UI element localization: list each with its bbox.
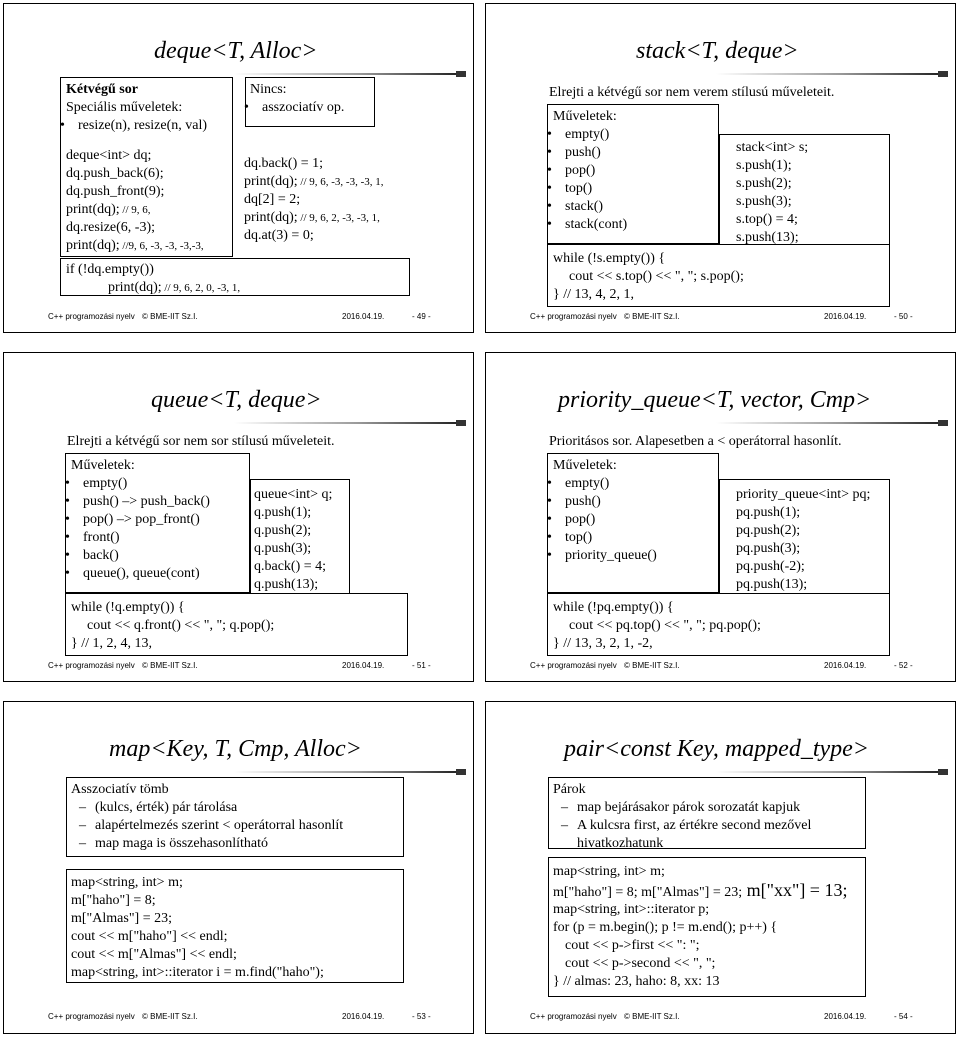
code-line: dq.push_back(6); bbox=[66, 166, 164, 181]
list-item: • pop() –> pop_front() bbox=[57, 511, 210, 529]
pairs-text bbox=[553, 781, 837, 853]
list-item: • stack() bbox=[539, 198, 627, 216]
list-item: • pop() bbox=[539, 162, 627, 180]
list-item: • push() –> push_back() bbox=[57, 493, 210, 511]
box-heading: Műveletek: bbox=[553, 109, 617, 124]
intro-text: Prioritásos sor. Alapesetben a < operátorral hasonlít. bbox=[549, 434, 842, 449]
list-item: – map bejárásakor párok sorozatát kapjuk bbox=[551, 799, 837, 817]
footer-date: 2016.04.19. bbox=[342, 312, 385, 321]
slide-title: queue<T, deque> bbox=[151, 387, 322, 413]
list-item: – map maga is összehasonlítható bbox=[69, 835, 343, 853]
code-line: cout << q.front() << ", "; q.pop(); bbox=[87, 618, 275, 633]
code-line: dq.at(3) = 0; bbox=[244, 228, 314, 243]
code-line: print(dq); // 9, 6, -3, -3, -3, 1, bbox=[244, 174, 384, 189]
list-item: • empty() bbox=[57, 475, 210, 493]
operations-list bbox=[57, 475, 210, 583]
nincs-text bbox=[250, 81, 344, 117]
code-line: cout << p->first << ": "; bbox=[565, 938, 700, 953]
slide-51 bbox=[3, 352, 474, 682]
code-line: } // 13, 4, 2, 1, bbox=[553, 287, 634, 302]
box-heading: Asszociatív tömb bbox=[71, 782, 169, 797]
footer-date: 2016.04.19. bbox=[824, 312, 867, 321]
code-line: s.push(3); bbox=[736, 194, 792, 209]
code-line: while (!s.empty()) { bbox=[553, 251, 666, 266]
code-line: dq[2] = 2; bbox=[244, 192, 301, 207]
pair-code bbox=[553, 863, 847, 991]
title-rule bbox=[716, 422, 941, 424]
list-item: • front() bbox=[57, 529, 210, 547]
footer-author: © BME-IIT Sz.I. bbox=[142, 1012, 198, 1021]
loop-code bbox=[553, 599, 761, 653]
footer-course: C++ programozási nyelv bbox=[530, 312, 617, 321]
footer-date: 2016.04.19. bbox=[824, 1012, 867, 1021]
code-line: deque<int> dq; bbox=[66, 148, 152, 163]
code-line: while (!pq.empty()) { bbox=[553, 600, 674, 615]
code-line: dq.back() = 1; bbox=[244, 156, 324, 171]
code-line: } // 13, 3, 2, 1, -2, bbox=[553, 636, 653, 651]
code-line: priority_queue<int> pq; bbox=[736, 487, 871, 502]
title-rule bbox=[234, 771, 459, 773]
code-line: map<string, int>::iterator i = m.find("haho"); bbox=[71, 965, 324, 980]
list-item: • top() bbox=[539, 180, 627, 198]
list-item: – alapértelmezés szerint < operátorral hasonlít bbox=[69, 817, 343, 835]
code-line: } // almas: 23, haho: 8, xx: 13 bbox=[553, 974, 720, 989]
slide-54 bbox=[485, 701, 956, 1034]
associative-array-text bbox=[71, 781, 343, 853]
footer-date: 2016.04.19. bbox=[342, 1012, 385, 1021]
code-line: q.push(1); bbox=[254, 505, 312, 520]
footer-course: C++ programozási nyelv bbox=[530, 661, 617, 670]
code-line: while (!q.empty()) { bbox=[71, 600, 185, 615]
properties-list bbox=[69, 799, 343, 853]
footer-page: - 50 - bbox=[894, 312, 913, 321]
slide-title: stack<T, deque> bbox=[636, 38, 799, 64]
code-line: print(dq); // 9, 6, 2, 0, -3, 1, bbox=[108, 280, 241, 295]
code-line: pq.push(-2); bbox=[736, 559, 805, 574]
footer-page: - 51 - bbox=[412, 661, 431, 670]
loop-code bbox=[553, 250, 744, 304]
list-item: • empty() bbox=[539, 475, 657, 493]
code-line: q.push(2); bbox=[254, 523, 312, 538]
footer-page: - 53 - bbox=[412, 1012, 431, 1021]
example-code bbox=[254, 486, 332, 594]
code-line: map<string, int>::iterator p; bbox=[553, 902, 710, 917]
special-ops-list bbox=[52, 117, 207, 135]
code-line: if (!dq.empty()) bbox=[66, 262, 154, 277]
list-item: • resize(n), resize(n, val) bbox=[52, 117, 207, 135]
list-item: • push() bbox=[539, 493, 657, 511]
missing-ops-list bbox=[236, 99, 344, 117]
slide-53 bbox=[3, 701, 474, 1034]
footer-page: - 52 - bbox=[894, 661, 913, 670]
operations-text bbox=[553, 108, 627, 234]
footer-course: C++ programozási nyelv bbox=[530, 1012, 617, 1021]
code-line: cout << m["Almas"] << endl; bbox=[71, 947, 237, 962]
footer-author: © BME-IIT Sz.I. bbox=[142, 312, 198, 321]
list-item: • stack(cont) bbox=[539, 216, 627, 234]
box-subheading: Speciális műveletek: bbox=[66, 100, 183, 115]
code-line: s.top() = 4; bbox=[736, 212, 798, 227]
operations-list bbox=[539, 475, 657, 565]
code-line: m["haho"] = 8; bbox=[71, 893, 156, 908]
list-item: • asszociatív op. bbox=[236, 99, 344, 117]
box-heading: Párok bbox=[553, 782, 586, 797]
code-line: cout << m["haho"] << endl; bbox=[71, 929, 228, 944]
code-line: pq.push(13); bbox=[736, 577, 808, 592]
code-line: map<string, int> m; bbox=[71, 875, 183, 890]
list-item: • back() bbox=[57, 547, 210, 565]
box-heading: Műveletek: bbox=[71, 458, 135, 473]
footer-author: © BME-IIT Sz.I. bbox=[624, 312, 680, 321]
code-line: q.push(13); bbox=[254, 577, 319, 592]
code-line: s.push(2); bbox=[736, 176, 792, 191]
list-item: • empty() bbox=[539, 126, 627, 144]
title-rule-end bbox=[938, 71, 948, 77]
list-item: – A kulcsra first, az értékre second mezővel hivatkozhatunk bbox=[551, 817, 837, 853]
title-rule-end bbox=[938, 769, 948, 775]
code-line: m["haho"] = 8; m["Almas"] = 23; m["xx"] = 13; bbox=[553, 880, 848, 900]
loop-code bbox=[71, 599, 274, 653]
code-line: s.push(13); bbox=[736, 230, 799, 245]
slide-50 bbox=[485, 3, 956, 333]
footer-course: C++ programozási nyelv bbox=[48, 1012, 135, 1021]
code-line: dq.push_front(9); bbox=[66, 184, 165, 199]
footer-date: 2016.04.19. bbox=[342, 661, 385, 670]
footer-page: - 54 - bbox=[894, 1012, 913, 1021]
list-item: • priority_queue() bbox=[539, 547, 657, 565]
footer-course: C++ programozási nyelv bbox=[48, 661, 135, 670]
code-line: map<string, int> m; bbox=[553, 864, 665, 879]
title-rule-end bbox=[938, 420, 948, 426]
footer-date: 2016.04.19. bbox=[824, 661, 867, 670]
slide-title: deque<T, Alloc> bbox=[154, 38, 318, 64]
intro-text: Elrejti a kétvégű sor nem verem stílusú műveleteit. bbox=[549, 85, 835, 100]
code-line: print(dq); //9, 6, -3, -3, -3,-3, bbox=[66, 238, 204, 253]
title-rule bbox=[234, 73, 459, 75]
list-item: • top() bbox=[539, 529, 657, 547]
box-heading: Kétvégű sor bbox=[66, 82, 138, 97]
title-rule bbox=[234, 422, 459, 424]
footer-author: © BME-IIT Sz.I. bbox=[142, 661, 198, 670]
code-line: cout << p->second << ", "; bbox=[565, 956, 716, 971]
list-item: • push() bbox=[539, 144, 627, 162]
title-rule-end bbox=[456, 769, 466, 775]
box-heading: Műveletek: bbox=[553, 458, 617, 473]
title-rule-end bbox=[456, 420, 466, 426]
slide-49 bbox=[3, 3, 474, 333]
code-line: m["Almas"] = 23; bbox=[71, 911, 172, 926]
code-line: cout << pq.top() << ", "; pq.pop(); bbox=[569, 618, 761, 633]
list-item: • queue(), queue(cont) bbox=[57, 565, 210, 583]
operations-list bbox=[539, 126, 627, 234]
code-line: pq.push(1); bbox=[736, 505, 801, 520]
code-line: print(dq); // 9, 6, bbox=[66, 202, 151, 217]
footer-author: © BME-IIT Sz.I. bbox=[624, 661, 680, 670]
title-rule bbox=[716, 73, 941, 75]
footer-course: C++ programozási nyelv bbox=[48, 312, 135, 321]
operations-text bbox=[553, 457, 657, 565]
example-code bbox=[736, 139, 808, 247]
title-rule bbox=[716, 771, 941, 773]
list-item: – (kulcs, érték) pár tárolása bbox=[69, 799, 343, 817]
deque-info-text bbox=[66, 81, 207, 255]
intro-text: Elrejti a kétvégű sor nem sor stílusú műveleteit. bbox=[67, 434, 335, 449]
footer-page: - 49 - bbox=[412, 312, 431, 321]
code-line: pq.push(2); bbox=[736, 523, 801, 538]
code-block-2 bbox=[244, 155, 384, 245]
footer-author: © BME-IIT Sz.I. bbox=[624, 1012, 680, 1021]
code-line: } // 1, 2, 4, 13, bbox=[71, 636, 152, 651]
code-line: print(dq); // 9, 6, 2, -3, -3, 1, bbox=[244, 210, 380, 225]
slide-title: map<Key, T, Cmp, Alloc> bbox=[109, 736, 362, 762]
code-line: q.push(3); bbox=[254, 541, 312, 556]
slide-title: priority_queue<T, vector, Cmp> bbox=[558, 387, 872, 413]
code-line: s.push(1); bbox=[736, 158, 792, 173]
map-code bbox=[71, 874, 324, 982]
code-line: pq.push(3); bbox=[736, 541, 801, 556]
empty-check-code bbox=[66, 261, 240, 297]
operations-text bbox=[71, 457, 210, 583]
code-line: for (p = m.begin(); p != m.end(); p++) { bbox=[553, 920, 778, 935]
title-rule-end bbox=[456, 71, 466, 77]
code-line: queue<int> q; bbox=[254, 487, 333, 502]
box-heading: Nincs: bbox=[250, 82, 287, 97]
pairs-list bbox=[551, 799, 837, 853]
slide-52 bbox=[485, 352, 956, 682]
code-line: cout << s.top() << ", "; s.pop(); bbox=[569, 269, 744, 284]
example-code bbox=[736, 486, 870, 594]
list-item: • pop() bbox=[539, 511, 657, 529]
code-line: q.back() = 4; bbox=[254, 559, 327, 574]
code-line: stack<int> s; bbox=[736, 140, 809, 155]
code-line: dq.resize(6, -3); bbox=[66, 220, 156, 235]
slide-title: pair<const Key, mapped_type> bbox=[564, 736, 870, 762]
